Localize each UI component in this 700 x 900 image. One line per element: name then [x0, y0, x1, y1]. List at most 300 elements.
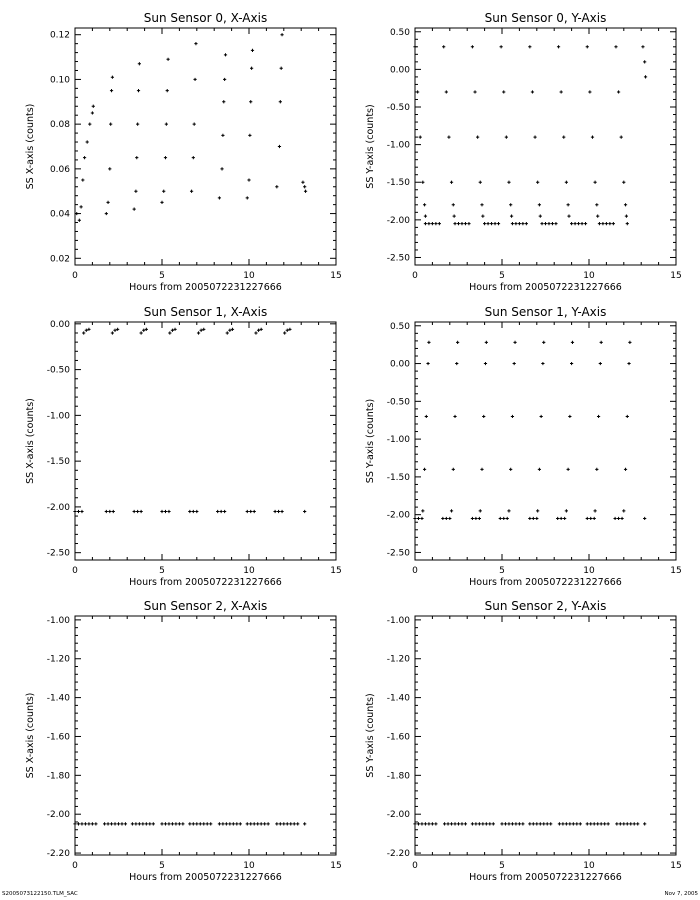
data-point [181, 822, 184, 825]
data-point [513, 341, 516, 344]
x-axis-label: Hours from 2005072231227666 [129, 282, 282, 293]
data-point [514, 222, 517, 225]
data-point [194, 42, 197, 45]
data-point [511, 415, 514, 418]
data-point [190, 190, 193, 193]
data-point [533, 135, 536, 138]
x-tick-label: 10 [583, 566, 595, 576]
data-point [279, 100, 282, 103]
data-point [226, 331, 229, 334]
data-point [275, 822, 278, 825]
x-tick-label: 15 [330, 861, 342, 871]
chart-panel-ss2y [365, 599, 682, 883]
y-axis-label: SS X-axis (counts) [25, 692, 36, 779]
data-point [174, 822, 177, 825]
data-point [643, 822, 646, 825]
data-point [117, 822, 120, 825]
data-point [450, 509, 453, 512]
x-tick-label: 15 [670, 566, 682, 576]
x-tick-label: 15 [330, 566, 342, 576]
y-tick-label: -1.40 [386, 693, 410, 704]
data-point [547, 222, 550, 225]
data-point [542, 822, 545, 825]
data-point [138, 822, 141, 825]
y-tick-label: 0.08 [49, 120, 70, 131]
data-point [471, 45, 474, 48]
data-point [87, 822, 90, 825]
data-point [643, 60, 646, 63]
data-point [162, 190, 165, 193]
y-tick-label: 0.10 [49, 75, 70, 86]
data-point [521, 222, 524, 225]
data-point [575, 822, 578, 825]
plot-frame [75, 28, 336, 265]
data-point [106, 201, 109, 204]
data-point [579, 822, 582, 825]
data-point [251, 49, 254, 52]
data-point [148, 822, 151, 825]
data-point [222, 100, 225, 103]
data-point [518, 822, 521, 825]
y-tick-label: 0.50 [389, 27, 410, 38]
data-point [304, 190, 307, 193]
data-point [455, 362, 458, 365]
data-point [570, 222, 573, 225]
data-point [193, 78, 196, 81]
data-point [171, 822, 174, 825]
series-0 [421, 341, 631, 513]
data-point [535, 822, 538, 825]
y-tick-label: -2.50 [386, 548, 410, 559]
data-point [106, 822, 109, 825]
data-point [223, 510, 226, 513]
data-point [544, 222, 547, 225]
data-point [145, 822, 148, 825]
data-point [614, 45, 617, 48]
data-point [563, 517, 566, 520]
data-point [624, 468, 627, 471]
x-axis-label: Hours from 2005072231227666 [129, 872, 282, 883]
data-point [260, 822, 263, 825]
data-point [572, 822, 575, 825]
data-point [221, 822, 224, 825]
data-point [531, 90, 534, 93]
y-tick-label: -2.50 [386, 253, 410, 264]
data-point [568, 822, 571, 825]
data-point [474, 517, 477, 520]
data-point [165, 123, 168, 126]
data-point [92, 105, 95, 108]
data-point [641, 45, 644, 48]
data-point [413, 822, 416, 825]
data-point [560, 517, 563, 520]
data-point [474, 822, 477, 825]
data-point [218, 822, 221, 825]
series-0 [82, 328, 291, 335]
data-point [605, 222, 608, 225]
data-point [600, 341, 603, 344]
series-0 [75, 33, 307, 222]
y-tick-label: -1.00 [386, 435, 410, 446]
y-tick-label: -1.40 [46, 693, 70, 704]
data-point [413, 517, 416, 520]
data-point [453, 822, 456, 825]
chart-title: Sun Sensor 2, X-Axis [143, 599, 268, 613]
data-point [108, 510, 111, 513]
data-point [441, 517, 444, 520]
data-point [246, 510, 249, 513]
data-point [617, 517, 620, 520]
data-point [247, 178, 250, 181]
x-tick-label: 10 [583, 861, 595, 871]
data-point [446, 822, 449, 825]
data-point [216, 510, 219, 513]
data-point [141, 822, 144, 825]
y-tick-label: -1.00 [46, 615, 70, 626]
data-point [103, 822, 106, 825]
data-point [120, 822, 123, 825]
data-point [633, 822, 636, 825]
y-axis-label: SS X-axis (counts) [25, 398, 36, 484]
data-point [416, 90, 419, 93]
x-tick-label: 10 [243, 566, 255, 576]
data-point [546, 822, 549, 825]
data-point [619, 822, 622, 825]
data-point [490, 222, 493, 225]
data-point [570, 362, 573, 365]
x-tick-label: 15 [670, 271, 682, 281]
data-point [138, 62, 141, 65]
data-point [536, 181, 539, 184]
data-point [426, 362, 429, 365]
y-tick-label: 0.00 [49, 319, 70, 330]
data-point [427, 341, 430, 344]
data-point [450, 181, 453, 184]
data-point [88, 123, 91, 126]
data-point [133, 208, 136, 211]
y-tick-label: 0.02 [49, 254, 70, 265]
data-point [542, 341, 545, 344]
data-point [626, 222, 629, 225]
data-point [636, 822, 639, 825]
data-point [593, 181, 596, 184]
data-point [622, 181, 625, 184]
x-tick-label: 0 [412, 271, 418, 281]
data-point [486, 222, 489, 225]
data-point [140, 510, 143, 513]
x-tick-label: 15 [670, 861, 682, 871]
data-point [110, 822, 113, 825]
data-point [421, 509, 424, 512]
data-point [502, 517, 505, 520]
data-point [510, 214, 513, 217]
data-point [73, 510, 76, 513]
data-point [136, 510, 139, 513]
y-tick-label: -2.00 [46, 502, 70, 513]
data-point [567, 468, 570, 471]
y-tick-label: -0.50 [386, 397, 410, 408]
data-point [80, 822, 83, 825]
data-point [565, 822, 568, 825]
data-point [296, 822, 299, 825]
y-tick-label: -2.00 [386, 215, 410, 226]
y-tick-label: -1.00 [386, 615, 410, 626]
data-point [457, 222, 460, 225]
data-point [438, 222, 441, 225]
data-point [644, 75, 647, 78]
data-point [263, 822, 266, 825]
y-tick-label: 0.12 [49, 30, 70, 41]
y-tick-label: -1.00 [46, 411, 70, 422]
data-point [110, 89, 113, 92]
data-point [483, 222, 486, 225]
chart-title: Sun Sensor 0, X-Axis [143, 11, 268, 25]
data-point [434, 822, 437, 825]
data-point [626, 822, 629, 825]
data-point [532, 517, 535, 520]
data-point [218, 196, 221, 199]
data-point [485, 822, 488, 825]
data-point [499, 517, 502, 520]
data-point [197, 331, 200, 334]
chart-panel-ss1x [25, 305, 342, 588]
y-tick-label: -2.00 [386, 510, 410, 521]
data-point [560, 90, 563, 93]
x-axis-label: Hours from 2005072231227666 [469, 282, 622, 293]
data-point [160, 201, 163, 204]
data-point [277, 510, 280, 513]
data-point [250, 67, 253, 70]
series-1 [73, 510, 306, 513]
data-point [509, 468, 512, 471]
data-point [622, 822, 625, 825]
x-tick-label: 15 [330, 271, 342, 281]
data-point [586, 45, 589, 48]
data-point [464, 222, 467, 225]
data-point [478, 517, 481, 520]
data-point [282, 822, 285, 825]
data-point [431, 222, 434, 225]
x-tick-label: 5 [159, 861, 165, 871]
data-point [580, 222, 583, 225]
data-point [595, 468, 598, 471]
data-point [541, 362, 544, 365]
data-point [442, 45, 445, 48]
data-point [482, 415, 485, 418]
data-point [421, 181, 424, 184]
data-point [301, 181, 304, 184]
plot-frame [415, 28, 676, 265]
y-tick-label: -1.50 [46, 457, 70, 468]
data-point [596, 214, 599, 217]
y-axis-label: SS Y-axis (counts) [365, 104, 376, 189]
data-point [166, 58, 169, 61]
y-tick-label: 0.06 [49, 164, 70, 175]
data-point [192, 510, 195, 513]
data-point [507, 181, 510, 184]
data-point [166, 89, 169, 92]
data-point [112, 510, 115, 513]
data-point [481, 214, 484, 217]
data-point [249, 100, 252, 103]
data-point [528, 517, 531, 520]
data-point [232, 822, 235, 825]
x-tick-label: 10 [583, 271, 595, 281]
data-point [248, 134, 251, 137]
data-point [225, 822, 228, 825]
data-point [540, 222, 543, 225]
x-tick-label: 0 [72, 566, 78, 576]
data-point [573, 222, 576, 225]
data-point [108, 167, 111, 170]
data-point [627, 362, 630, 365]
data-point [83, 156, 86, 159]
data-point [105, 212, 108, 215]
data-point [427, 222, 430, 225]
data-point [134, 190, 137, 193]
data-point [303, 510, 306, 513]
data-point [538, 203, 541, 206]
data-point [612, 222, 615, 225]
data-point [460, 222, 463, 225]
data-point [220, 167, 223, 170]
data-point [478, 822, 481, 825]
data-point [131, 822, 134, 825]
y-axis-label: SS X-axis (counts) [25, 103, 36, 190]
data-point [488, 822, 491, 825]
data-point [588, 90, 591, 93]
data-point [275, 185, 278, 188]
data-point [286, 822, 289, 825]
plot-frame [75, 616, 336, 855]
data-point [167, 822, 170, 825]
x-tick-label: 5 [499, 271, 505, 281]
data-point [91, 822, 94, 825]
data-point [280, 33, 283, 36]
data-point [195, 822, 198, 825]
data-point [629, 822, 632, 825]
data-point [456, 341, 459, 344]
data-point [280, 67, 283, 70]
data-point [77, 510, 80, 513]
y-tick-label: -1.50 [386, 178, 410, 189]
data-point [140, 331, 143, 334]
chart-panel-ss0y [365, 11, 682, 293]
data-point [617, 90, 620, 93]
data-point [539, 822, 542, 825]
x-tick-label: 5 [499, 861, 505, 871]
series-1 [413, 517, 646, 520]
data-point [506, 517, 509, 520]
y-tick-label: -1.80 [46, 771, 70, 782]
data-point [137, 89, 140, 92]
data-point [283, 331, 286, 334]
data-point [608, 222, 611, 225]
chart-title: Sun Sensor 0, Y-Axis [484, 11, 607, 25]
data-point [293, 822, 296, 825]
data-point [643, 517, 646, 520]
data-point [427, 822, 430, 825]
data-point [91, 111, 94, 114]
data-point [565, 509, 568, 512]
data-point [73, 822, 76, 825]
data-point [535, 517, 538, 520]
data-point [136, 123, 139, 126]
data-point [601, 222, 604, 225]
data-point [224, 53, 227, 56]
data-point [540, 415, 543, 418]
data-point [479, 181, 482, 184]
data-point [431, 822, 434, 825]
data-point [586, 822, 589, 825]
data-point [79, 205, 82, 208]
data-point [453, 214, 456, 217]
data-point [577, 222, 580, 225]
x-tick-label: 5 [159, 271, 165, 281]
data-point [84, 822, 87, 825]
data-point [195, 510, 198, 513]
data-point [447, 135, 450, 138]
data-point [78, 219, 81, 222]
data-point [445, 517, 448, 520]
plot-frame [75, 322, 336, 560]
data-point [528, 45, 531, 48]
data-point [279, 822, 282, 825]
data-point [274, 510, 277, 513]
data-point [413, 45, 416, 48]
data-point [280, 510, 283, 513]
footer-date: Nov 7, 2005 [664, 891, 698, 897]
data-point [111, 331, 114, 334]
data-point [423, 203, 426, 206]
data-point [593, 509, 596, 512]
data-point [135, 156, 138, 159]
x-axis-label: Hours from 2005072231227666 [469, 872, 622, 883]
data-point [303, 822, 306, 825]
y-axis-label: SS Y-axis (counts) [365, 398, 376, 484]
y-tick-label: 0.00 [389, 359, 410, 370]
data-point [111, 76, 114, 79]
data-point [615, 822, 618, 825]
data-point [505, 135, 508, 138]
data-point [507, 509, 510, 512]
x-tick-label: 0 [412, 566, 418, 576]
data-point [420, 517, 423, 520]
y-tick-label: -2.20 [386, 849, 410, 860]
data-point [417, 517, 420, 520]
data-point [589, 517, 592, 520]
data-point [502, 90, 505, 93]
data-point [256, 822, 259, 825]
data-point [192, 822, 195, 825]
data-point [562, 135, 565, 138]
data-point [199, 822, 202, 825]
data-point [81, 178, 84, 181]
data-point [253, 510, 256, 513]
data-point [94, 822, 97, 825]
chart-panel-ss0x [25, 11, 342, 293]
data-point [479, 509, 482, 512]
data-point [493, 222, 496, 225]
data-point [571, 341, 574, 344]
data-point [471, 822, 474, 825]
data-point [624, 203, 627, 206]
data-point [518, 222, 521, 225]
x-tick-label: 5 [499, 566, 505, 576]
data-point [539, 214, 542, 217]
data-point [568, 415, 571, 418]
data-point [453, 415, 456, 418]
